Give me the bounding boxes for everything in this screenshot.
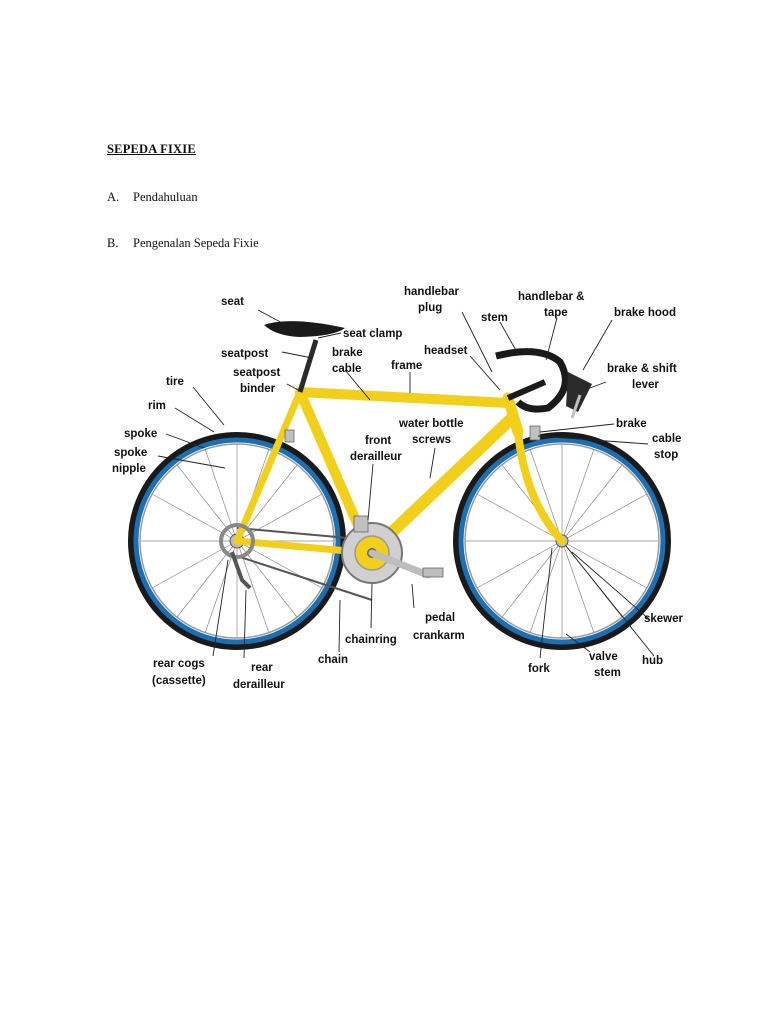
label-cable-stop-line2: stop [654, 449, 679, 461]
label-fork: fork [528, 663, 550, 675]
label-cable-stop-line1: cable [652, 433, 682, 445]
label-brake: brake [616, 418, 647, 430]
label-water-bottle-screws-line1: water bottle [399, 418, 464, 430]
label-seat: seat [221, 296, 245, 308]
label-tire: tire [166, 376, 184, 388]
label-brake-cable-line2: cable [332, 363, 362, 375]
label-seat-clamp: seat clamp [343, 328, 403, 340]
label-handlebar-tape-line1: handlebar & [518, 291, 585, 303]
label-rear-derailleur-line1: rear [251, 662, 273, 674]
label-brake-cable-line1: brake [332, 347, 363, 359]
label-spoke-nipple-line1: spoke [114, 447, 148, 459]
label-stem: stem [481, 312, 508, 324]
label-headset: headset [424, 345, 468, 357]
label-front-derailleur-line2: derailleur [350, 451, 402, 463]
label-handlebar-plug-line1: handlebar [404, 286, 459, 298]
label-crankarm: crankarm [413, 630, 465, 642]
label-brake-shift-lever-line2: lever [632, 379, 659, 391]
label-rear-derailleur-line2: derailleur [233, 679, 285, 691]
label-rim: rim [148, 400, 166, 412]
label-water-bottle-screws-line2: screws [412, 434, 452, 446]
label-hub: hub [642, 655, 664, 667]
seatpost-tube [300, 340, 316, 392]
stem-shape [508, 382, 545, 398]
label-handlebar-tape-line2: tape [544, 307, 568, 319]
label-rear-cogs-line1: rear cogs [153, 658, 205, 670]
label-frame: frame [391, 360, 423, 372]
section-b-text: Pengenalan Sepeda Fixie [133, 236, 259, 250]
label-handlebar-plug-line2: plug [418, 302, 443, 314]
bicycle-frame [237, 392, 562, 553]
label-valve-stem-line1: valve [589, 651, 618, 663]
label-skewer: skewer [644, 613, 684, 625]
label-front-derailleur-line1: front [365, 435, 392, 447]
label-chain: chain [318, 654, 349, 666]
section-b-marker: B. [107, 236, 119, 250]
front-derailleur-shape [354, 516, 368, 532]
rear-brake-shape [285, 430, 294, 442]
brake-hood-shape [566, 372, 592, 412]
label-spoke-nipple-line2: nipple [112, 463, 146, 475]
pedal-shape [423, 568, 443, 577]
section-a-marker: A. [107, 190, 120, 204]
label-chainring: chainring [345, 634, 397, 646]
section-a-text: Pendahuluan [133, 190, 198, 204]
label-seatpost-binder-line2: binder [240, 383, 276, 395]
label-spoke: spoke [124, 428, 158, 440]
label-pedal: pedal [425, 612, 456, 624]
front-brake-shape [530, 426, 540, 440]
document-title: SEPEDA FIXIE [107, 142, 196, 156]
label-brake-shift-lever-line1: brake & shift [607, 363, 677, 375]
label-seatpost: seatpost [221, 348, 269, 360]
label-brake-hood: brake hood [614, 307, 676, 319]
label-rear-cogs-line2: (cassette) [152, 675, 206, 687]
label-seatpost-binder-line1: seatpost [233, 367, 281, 379]
label-valve-stem-line2: stem [594, 667, 621, 679]
